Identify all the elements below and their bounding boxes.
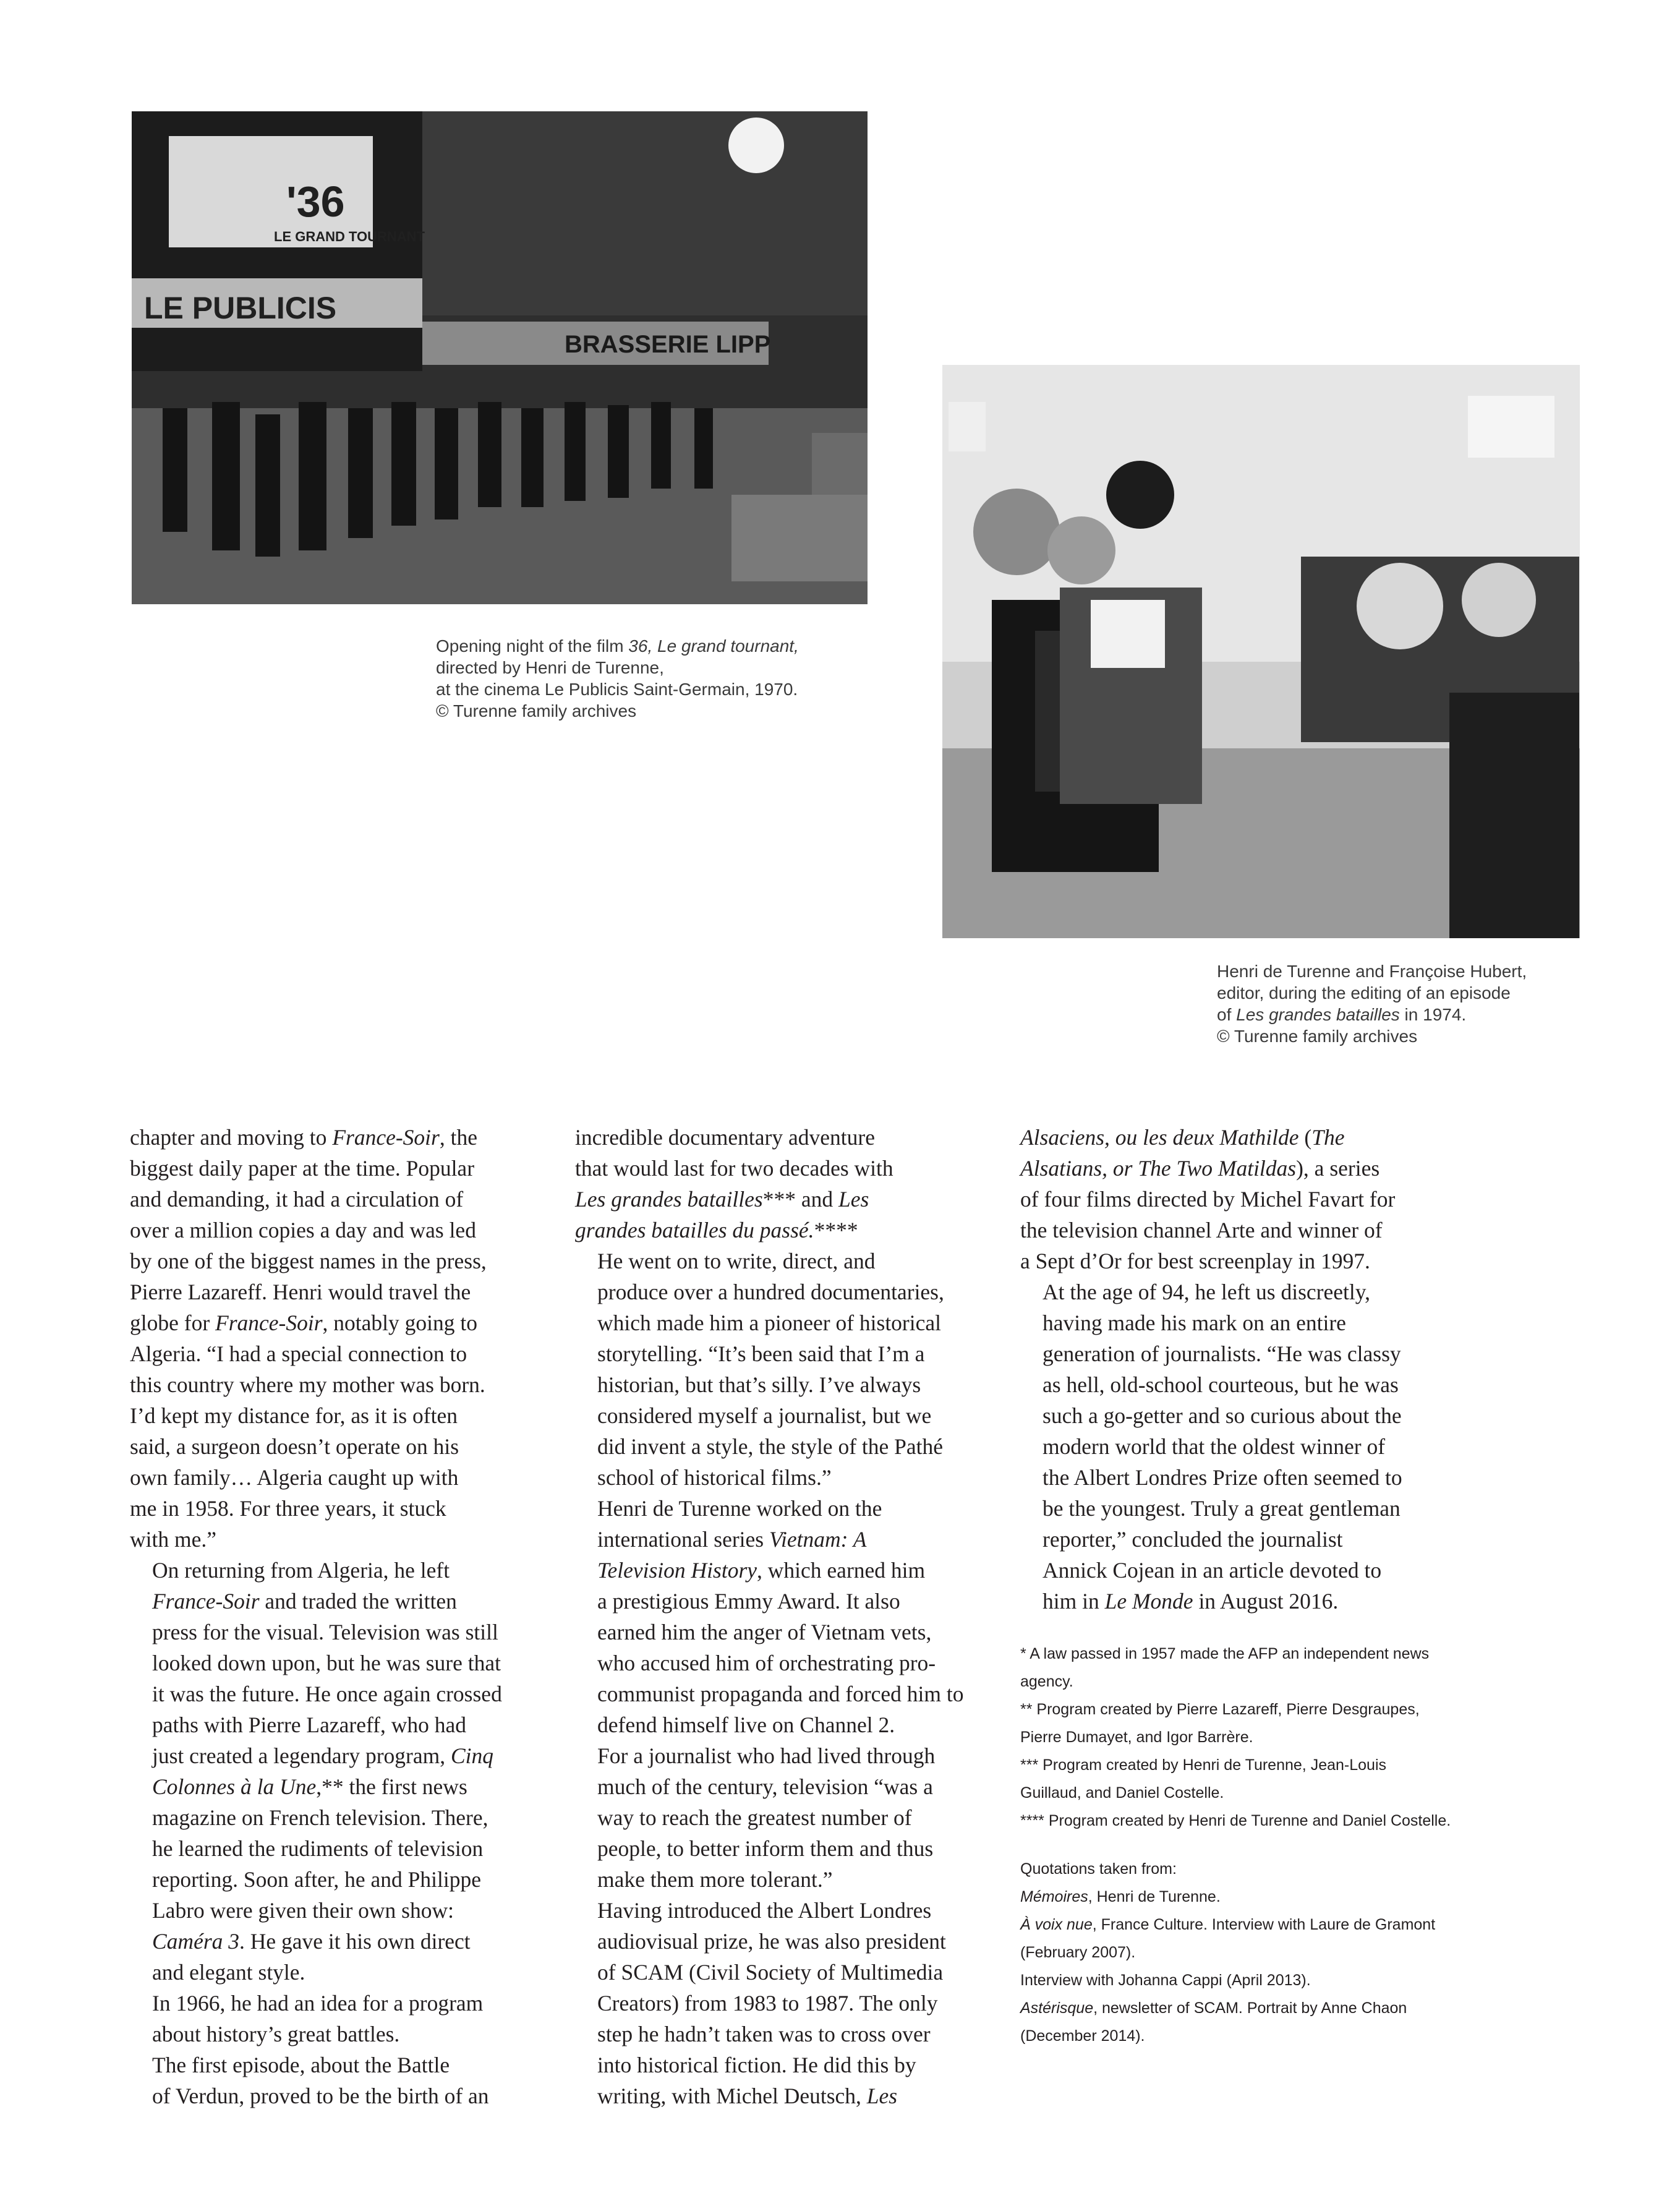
paragraph xyxy=(130,1555,556,1988)
text: For a journalist who had lived through xyxy=(597,1743,936,1768)
text: *** and xyxy=(762,1187,838,1212)
text-line xyxy=(1020,1153,1447,1184)
photo-editing-room xyxy=(942,365,1580,938)
italic-text: Les xyxy=(866,2084,898,2108)
text-line xyxy=(1020,1779,1639,1807)
text: having made his mark on an entire xyxy=(1043,1310,1346,1335)
paragraph xyxy=(575,1740,1002,1895)
text-line xyxy=(130,1555,556,1586)
text-line xyxy=(1020,1184,1447,1215)
photo-caption-cinema xyxy=(436,635,906,722)
text: it was the future. He once again crossed xyxy=(152,1682,502,1706)
text-line xyxy=(1020,1400,1447,1431)
italic-text: The xyxy=(1311,1125,1345,1150)
text-line xyxy=(1020,1431,1447,1462)
text-line xyxy=(130,1833,556,1864)
text: Pierre Lazareff. Henri would travel the xyxy=(130,1280,471,1304)
text-line xyxy=(130,1400,556,1431)
text: press for the visual. Television was still xyxy=(152,1620,498,1644)
text: defend himself live on Channel 2. xyxy=(597,1712,895,1737)
text-line xyxy=(1020,1122,1447,1153)
text: Having introduced the Albert Londres xyxy=(597,1898,932,1923)
paragraph xyxy=(575,1122,1002,1246)
text: of Verdun, proved to be the birth of an xyxy=(152,2084,489,2108)
article-column-2 xyxy=(575,1122,1002,2111)
text: looked down upon, but he was sure that xyxy=(152,1651,501,1675)
photo-cinema-queue-icon xyxy=(132,111,868,604)
text-line xyxy=(1020,1493,1447,1524)
text: ,** the first news xyxy=(316,1774,467,1799)
text-line xyxy=(130,1771,556,1802)
text: school of historical films.” xyxy=(597,1465,832,1490)
text: step he hadn’t taken was to cross over xyxy=(597,2022,931,2046)
text: magazine on French television. There, xyxy=(152,1805,488,1830)
text: Annick Cojean in an article devoted to xyxy=(1043,1558,1382,1583)
text: that would last for two decades with xyxy=(575,1156,893,1181)
italic-text: Caméra 3 xyxy=(152,1929,240,1954)
text-line xyxy=(130,1276,556,1307)
italic-text: Mémoires xyxy=(1020,1888,1088,1905)
text-line xyxy=(575,1678,1002,1709)
text-line xyxy=(575,1709,1002,1740)
text-line xyxy=(1020,1640,1639,1668)
italic-text: Colonnes à la Une xyxy=(152,1774,317,1799)
text: writing, with Michel Deutsch, xyxy=(597,2084,867,2108)
text-line xyxy=(575,1895,1002,1926)
text: Henri de Turenne worked on the xyxy=(597,1496,882,1521)
text: about history’s great battles. xyxy=(152,2022,400,2046)
paragraph xyxy=(575,1895,1002,2111)
text-line xyxy=(1020,1939,1639,1967)
text: the television channel Arte and winner of xyxy=(1020,1218,1383,1242)
text-line xyxy=(575,1833,1002,1864)
text: me in 1958. For three years, it stuck xyxy=(130,1496,446,1521)
italic-text: Television History xyxy=(597,1558,757,1583)
sign-brasserie-lipp: BRASSERIE LIPP xyxy=(565,331,771,358)
italic-text: Alsatians, or The Two Matildas xyxy=(1020,1156,1297,1181)
italic-text: France-Soir xyxy=(332,1125,440,1150)
text-line xyxy=(130,1895,556,1926)
text-line xyxy=(575,1771,1002,1802)
quotation-sources xyxy=(1020,1855,1639,2050)
text-line xyxy=(575,1400,1002,1431)
text: globe for xyxy=(130,1310,216,1335)
text-line xyxy=(575,1369,1002,1400)
text: In 1966, he had an idea for a program xyxy=(152,1991,484,2016)
text: biggest daily paper at the time. Popular xyxy=(130,1156,475,1181)
text-line xyxy=(575,1462,1002,1493)
text: , Henri de Turenne. xyxy=(1088,1888,1221,1905)
text-line xyxy=(130,1802,556,1833)
text-line xyxy=(130,1184,556,1215)
text: The first episode, about the Battle xyxy=(152,2053,450,2077)
text-line xyxy=(130,1153,556,1184)
text-line xyxy=(575,1988,1002,2019)
sign-grand-tournant: LE GRAND TOURNANT xyxy=(274,229,425,244)
text: Creators) from 1983 to 1987. The only xyxy=(597,1991,938,2016)
text-line xyxy=(130,1709,556,1740)
text-line xyxy=(130,1957,556,1988)
text: audiovisual prize, he was also president xyxy=(597,1929,946,1954)
text: agency. xyxy=(1020,1673,1073,1690)
caption-line: of Les grandes batailles in 1974. xyxy=(1217,1005,1467,1024)
caption-line: directed by Henri de Turenne, xyxy=(436,658,664,677)
text: storytelling. “It’s been said that I’m a xyxy=(597,1341,925,1366)
text: generation of journalists. “He was classy xyxy=(1043,1341,1401,1366)
text-line xyxy=(1020,1911,1639,1939)
text: Pierre Dumayet, and Igor Barrère. xyxy=(1020,1729,1253,1746)
text-line xyxy=(130,1215,556,1246)
text-line xyxy=(1020,1855,1639,1883)
text-line xyxy=(1020,1751,1639,1779)
text: Guillaud, and Daniel Costelle. xyxy=(1020,1784,1224,1802)
caption-line: Opening night of the film 36, Le grand tournant, xyxy=(436,636,799,656)
italic-text: Cinq xyxy=(450,1743,494,1768)
text-line xyxy=(575,1957,1002,1988)
text: Labro were given their own show: xyxy=(152,1898,454,1923)
text-line xyxy=(130,1926,556,1957)
text: a Sept d’Or for best screenplay in 1997. xyxy=(1020,1249,1370,1273)
italic-text: Astérisque xyxy=(1020,1999,1094,2017)
text: and traded the written xyxy=(259,1589,457,1614)
text: modern world that the oldest winner of xyxy=(1043,1434,1386,1459)
photo-editing-room-icon xyxy=(942,365,1580,938)
text: him in xyxy=(1043,1589,1105,1614)
text-line xyxy=(575,1802,1002,1833)
photo-caption-editing xyxy=(1217,960,1650,1047)
text-line xyxy=(130,1369,556,1400)
text: as hell, old-school courteous, but he was xyxy=(1043,1372,1399,1397)
text-line xyxy=(1020,1724,1639,1751)
text: ** Program created by Pierre Lazareff, Pierre Desgraupes, xyxy=(1020,1701,1420,1718)
text-line xyxy=(1020,1462,1447,1493)
text: At the age of 94, he left us discreetly, xyxy=(1043,1280,1371,1304)
text: , which earned him xyxy=(757,1558,926,1583)
caption-line: © Turenne family archives xyxy=(1217,1027,1418,1046)
text-line xyxy=(575,1246,1002,1276)
footnotes xyxy=(1020,1640,1639,1835)
text: of SCAM (Civil Society of Multimedia xyxy=(597,1960,944,1985)
text: way to reach the greatest number of xyxy=(597,1805,912,1830)
text: much of the century, television “was a xyxy=(597,1774,933,1799)
text-line xyxy=(1020,2022,1639,2050)
text-line xyxy=(130,2019,556,2050)
text: people, to better inform them and thus xyxy=(597,1836,934,1861)
text-line xyxy=(130,1462,556,1493)
text: paths with Pierre Lazareff, who had xyxy=(152,1712,466,1737)
text: **** xyxy=(814,1218,858,1242)
text: and elegant style. xyxy=(152,1960,305,1985)
text-line xyxy=(1020,1307,1447,1338)
text-line xyxy=(1020,1246,1447,1276)
text-line xyxy=(130,1493,556,1524)
text-line xyxy=(130,1864,556,1895)
text: , the xyxy=(439,1125,477,1150)
text: historian, but that’s silly. I’ve always xyxy=(597,1372,921,1397)
text: with me.” xyxy=(130,1527,216,1552)
italic-text: À voix nue xyxy=(1020,1916,1093,1933)
article-column-3 xyxy=(1020,1122,1447,1617)
italic-text: Le Monde xyxy=(1104,1589,1193,1614)
text-line xyxy=(575,1740,1002,1771)
sign-le-publicis: LE PUBLICIS xyxy=(144,291,337,325)
text-line xyxy=(1020,1524,1447,1555)
text: the Albert Londres Prize often seemed to xyxy=(1043,1465,1402,1490)
text-line xyxy=(575,1122,1002,1153)
text: this country where my mother was born. xyxy=(130,1372,485,1397)
article-column-1 xyxy=(130,1122,556,2111)
text: by one of the biggest names in the press, xyxy=(130,1249,487,1273)
text-line xyxy=(1020,1994,1639,2022)
text-line xyxy=(130,1431,556,1462)
text: make them more tolerant.” xyxy=(597,1867,833,1892)
text-line xyxy=(130,1617,556,1648)
text: into historical fiction. He did this by xyxy=(597,2053,916,2077)
text: said, a surgeon doesn’t operate on his xyxy=(130,1434,459,1459)
text-line xyxy=(575,1153,1002,1184)
text: ), a series xyxy=(1296,1156,1380,1181)
text: reporting. Soon after, he and Philippe xyxy=(152,1867,481,1892)
text: and demanding, it had a circulation of xyxy=(130,1187,464,1212)
text-line xyxy=(575,2080,1002,2111)
text-line xyxy=(130,1307,556,1338)
text-line xyxy=(130,1524,556,1555)
paragraph xyxy=(1020,1122,1447,1276)
text-line xyxy=(575,1648,1002,1678)
paragraph xyxy=(130,1122,556,1555)
text-line xyxy=(1020,1883,1639,1911)
text: chapter and moving to xyxy=(130,1125,333,1150)
paragraph xyxy=(130,2050,556,2111)
text: . He gave it his own direct xyxy=(239,1929,471,1954)
text: of four films directed by Michel Favart for xyxy=(1020,1187,1396,1212)
text-line xyxy=(575,1431,1002,1462)
text-line xyxy=(575,1524,1002,1555)
paragraph xyxy=(575,1246,1002,1493)
text: (February 2007). xyxy=(1020,1944,1136,1961)
text: ( xyxy=(1298,1125,1312,1150)
text: own family… Algeria caught up with xyxy=(130,1465,459,1490)
text: he learned the rudiments of television xyxy=(152,1836,484,1861)
text: produce over a hundred documentaries, xyxy=(597,1280,944,1304)
text-line xyxy=(130,1678,556,1709)
photo-cinema-opening-night xyxy=(132,111,868,604)
text-line xyxy=(130,1740,556,1771)
text-line xyxy=(575,1338,1002,1369)
text: just created a legendary program, xyxy=(152,1743,451,1768)
text-line xyxy=(575,1617,1002,1648)
text-line xyxy=(130,1246,556,1276)
text-line xyxy=(575,1555,1002,1586)
caption-line: Henri de Turenne and Françoise Hubert, xyxy=(1217,962,1527,981)
text-line xyxy=(1020,1807,1639,1835)
text: did invent a style, the style of the Pathé xyxy=(597,1434,944,1459)
text-line xyxy=(575,1276,1002,1307)
text-line xyxy=(575,1184,1002,1215)
text: , France Culture. Interview with Laure de Gramont xyxy=(1092,1916,1436,1933)
italic-text: Vietnam: A xyxy=(769,1527,867,1552)
text-line xyxy=(130,1586,556,1617)
text: in August 2016. xyxy=(1193,1589,1339,1614)
text-line xyxy=(575,1215,1002,1246)
text-line xyxy=(130,1988,556,2019)
text-line xyxy=(130,2050,556,2080)
italic-text: Les grandes batailles xyxy=(575,1187,763,1212)
italic-text: France-Soir xyxy=(215,1310,323,1335)
text-line xyxy=(575,1586,1002,1617)
text: I’d kept my distance for, as it is often xyxy=(130,1403,458,1428)
text: , newsletter of SCAM. Portrait by Anne Chaon xyxy=(1093,1999,1407,2017)
text: reporter,” concluded the journalist xyxy=(1043,1527,1343,1552)
text-line xyxy=(575,2019,1002,2050)
text-line xyxy=(1020,1276,1447,1307)
text-line xyxy=(1020,1215,1447,1246)
text: He went on to write, direct, and xyxy=(597,1249,876,1273)
text: which made him a pioneer of historical xyxy=(597,1310,941,1335)
paragraph xyxy=(130,1988,556,2050)
text-line xyxy=(575,1493,1002,1524)
caption-line: editor, during the editing of an episode xyxy=(1217,983,1511,1003)
text: such a go-getter and so curious about the xyxy=(1043,1403,1402,1428)
text-line xyxy=(575,1926,1002,1957)
caption-line: © Turenne family archives xyxy=(436,701,637,720)
text: **** Program created by Henri de Turenne and Daniel Costelle. xyxy=(1020,1812,1451,1829)
paragraph xyxy=(575,1493,1002,1740)
text-line xyxy=(575,2050,1002,2080)
text: considered myself a journalist, but we xyxy=(597,1403,932,1428)
italic-text: France-Soir xyxy=(152,1589,260,1614)
text: a prestigious Emmy Award. It also xyxy=(597,1589,900,1614)
text-line xyxy=(1020,1555,1447,1586)
text-line xyxy=(130,1122,556,1153)
text: (December 2014). xyxy=(1020,2027,1145,2045)
sign-36: '36 xyxy=(286,177,345,226)
text: Interview with Johanna Cappi (April 2013). xyxy=(1020,1972,1311,1989)
text-line xyxy=(1020,1967,1639,1994)
italic-text: grandes batailles du passé. xyxy=(575,1218,814,1242)
text-line xyxy=(1020,1369,1447,1400)
text: *** Program created by Henri de Turenne, Jean-Louis xyxy=(1020,1756,1386,1774)
text: who accused him of orchestrating pro- xyxy=(597,1651,936,1675)
text: over a million copies a day and was led xyxy=(130,1218,476,1242)
italic-text: Les xyxy=(838,1187,869,1212)
text: communist propaganda and forced him to xyxy=(597,1682,964,1706)
text-line xyxy=(1020,1668,1639,1696)
text-line xyxy=(130,2080,556,2111)
text: On returning from Algeria, he left xyxy=(152,1558,450,1583)
text: earned him the anger of Vietnam vets, xyxy=(597,1620,932,1644)
text: * A law passed in 1957 made the AFP an independent news xyxy=(1020,1645,1430,1662)
text-line xyxy=(575,1307,1002,1338)
paragraph xyxy=(1020,1276,1447,1617)
text-line xyxy=(1020,1338,1447,1369)
text-line xyxy=(575,1864,1002,1895)
text: international series xyxy=(597,1527,769,1552)
text-line xyxy=(130,1338,556,1369)
text-line xyxy=(1020,1586,1447,1617)
caption-line: at the cinema Le Publicis Saint-Germain, 1970. xyxy=(436,680,798,699)
italic-text: Alsaciens, ou les deux Mathilde xyxy=(1020,1125,1299,1150)
text: Algeria. “I had a special connection to xyxy=(130,1341,467,1366)
text: incredible documentary adventure xyxy=(575,1125,875,1150)
text: , notably going to xyxy=(322,1310,477,1335)
text-line xyxy=(1020,1696,1639,1724)
text-line xyxy=(130,1648,556,1678)
text: be the youngest. Truly a great gentleman xyxy=(1043,1496,1401,1521)
text: Quotations taken from: xyxy=(1020,1860,1177,1878)
